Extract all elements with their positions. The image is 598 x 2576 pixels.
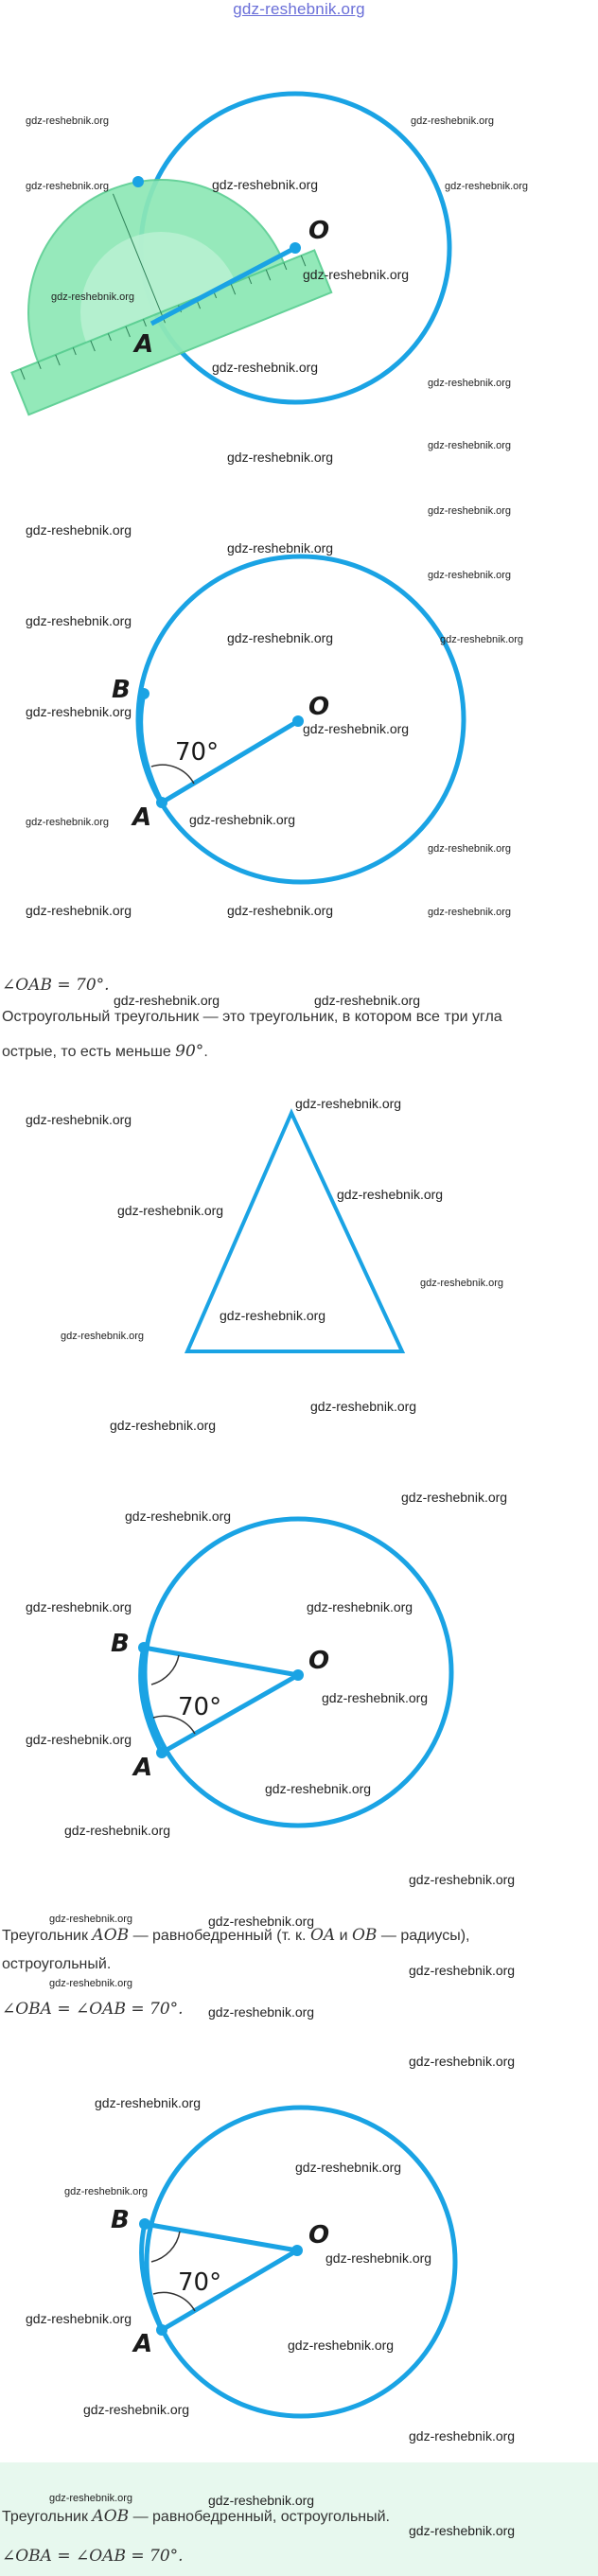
equal-angles-text: ∠OBA = ∠OAB = 70°. [2,2000,184,2019]
watermark: gdz-reshebnik.org [26,1599,132,1614]
watermark: gdz-reshebnik.org [64,2186,149,2197]
watermark: gdz-reshebnik.org [61,1331,145,1342]
watermark: gdz-reshebnik.org [409,1872,516,1887]
watermark: gdz-reshebnik.org [288,2338,395,2353]
point-a-label: A [133,1754,153,1782]
angle-value-label: 70° [178,1693,222,1721]
watermark: gdz-reshebnik.org [440,634,524,645]
watermark: gdz-reshebnik.org [26,903,132,918]
watermark: gdz-reshebnik.org [428,505,512,517]
watermark: gdz-reshebnik.org [26,1732,132,1747]
watermark: gdz-reshebnik.org [208,2493,315,2508]
watermark: gdz-reshebnik.org [322,1690,429,1705]
answer-text: Треугольник AOB — равнобедренный, остроугольный. [2,2507,390,2526]
acute-triangle-figure [0,1098,598,1363]
watermark: gdz-reshebnik.org [110,1418,217,1433]
watermark: gdz-reshebnik.org [208,1914,315,1929]
site-header-link[interactable]: gdz-reshebnik.org [233,0,365,18]
watermark: gdz-reshebnik.org [208,2004,315,2020]
point-b-label: B [111,2206,130,2234]
watermark: gdz-reshebnik.org [49,1914,133,1925]
watermark: gdz-reshebnik.org [26,1112,132,1127]
watermark: gdz-reshebnik.org [227,540,334,556]
watermark: gdz-reshebnik.org [26,817,110,828]
watermark: gdz-reshebnik.org [83,2402,190,2417]
point-o-label: O [308,2221,330,2250]
watermark: gdz-reshebnik.org [337,1187,444,1202]
watermark: gdz-reshebnik.org [307,1599,413,1614]
point-o-label: O [308,1647,330,1675]
point-o-label: O [308,217,330,245]
watermark: gdz-reshebnik.org [409,1963,516,1978]
isosceles-text: Треугольник AOB — равнобедренный (т. к. OA и OB — радиусы), остроугольный. [2,1926,470,1972]
watermark: gdz-reshebnik.org [325,2250,432,2266]
angle-value-label: 70° [178,2268,222,2297]
point-a-label: A [132,803,152,832]
angle-value-label: 70° [175,738,220,767]
watermark: gdz-reshebnik.org [212,360,319,375]
watermark: gdz-reshebnik.org [227,903,334,918]
watermark: gdz-reshebnik.org [212,177,319,192]
watermark: gdz-reshebnik.org [227,450,334,465]
watermark: gdz-reshebnik.org [49,1978,133,1989]
angle-oab-text: ∠OAB = 70°. [2,976,110,995]
watermark: gdz-reshebnik.org [295,2160,402,2175]
watermark: gdz-reshebnik.org [314,993,421,1008]
watermark: gdz-reshebnik.org [125,1509,232,1524]
watermark: gdz-reshebnik.org [51,291,135,303]
watermark: gdz-reshebnik.org [409,2523,516,2538]
watermark: gdz-reshebnik.org [117,1203,224,1218]
watermark: gdz-reshebnik.org [26,115,110,127]
point-a-label: A [133,2330,153,2358]
watermark: gdz-reshebnik.org [114,993,220,1008]
watermark: gdz-reshebnik.org [49,2493,133,2504]
watermark: gdz-reshebnik.org [409,2428,516,2444]
watermark: gdz-reshebnik.org [303,267,410,282]
watermark: gdz-reshebnik.org [26,181,110,192]
watermark: gdz-reshebnik.org [265,1781,372,1796]
point-b-label: B [112,676,131,704]
point-o-label: O [308,693,330,721]
watermark: gdz-reshebnik.org [26,2311,132,2326]
watermark: gdz-reshebnik.org [189,812,296,827]
watermark: gdz-reshebnik.org [310,1399,417,1414]
watermark: gdz-reshebnik.org [227,630,334,645]
watermark: gdz-reshebnik.org [428,907,512,918]
watermark: gdz-reshebnik.org [401,1490,508,1505]
watermark: gdz-reshebnik.org [26,613,132,628]
angle-figure-3 [0,2082,598,2442]
watermark: gdz-reshebnik.org [220,1308,326,1323]
acute-definition-text: Остроугольный треугольник — это треугольник, в котором все три угла острые, то есть меньше 90°. [2,1009,502,1061]
watermark: gdz-reshebnik.org [64,1823,171,1838]
point-b-label: B [111,1630,130,1658]
watermark: gdz-reshebnik.org [428,378,512,389]
watermark: gdz-reshebnik.org [295,1096,402,1111]
watermark: gdz-reshebnik.org [26,522,132,538]
watermark: gdz-reshebnik.org [428,440,512,451]
watermark: gdz-reshebnik.org [428,843,512,855]
answer-angles-text: ∠OBA = ∠OAB = 70°. [2,2547,184,2566]
protractor-figure [0,76,598,454]
watermark: gdz-reshebnik.org [303,721,410,736]
point-a-label: A [134,330,154,359]
watermark: gdz-reshebnik.org [409,2054,516,2069]
watermark: gdz-reshebnik.org [26,704,132,719]
watermark: gdz-reshebnik.org [411,115,495,127]
watermark: gdz-reshebnik.org [428,570,512,581]
watermark: gdz-reshebnik.org [95,2095,202,2110]
watermark: gdz-reshebnik.org [420,1278,504,1289]
watermark: gdz-reshebnik.org [445,181,529,192]
